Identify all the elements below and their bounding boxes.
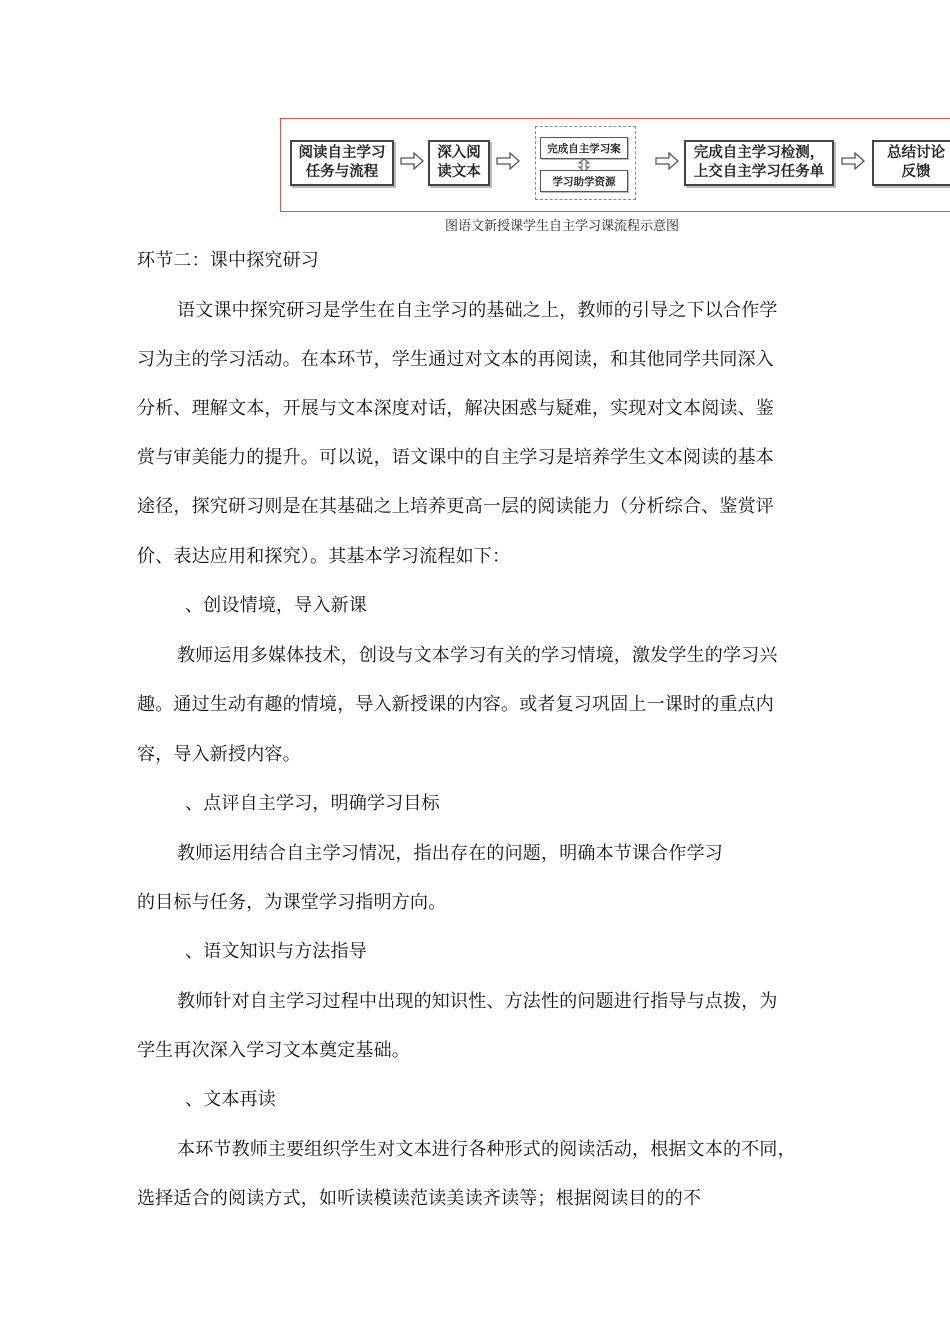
paragraph-line: 教师运用结合自主学习情况，指出存在的问题，明确本节课合作学习 (177, 843, 723, 864)
subheading: 、点评自主学习，明确学习目标 (185, 793, 440, 814)
arrow-right-icon (400, 152, 424, 170)
flow-step-read-task: 阅读自主学习 任务与流程 (290, 140, 394, 186)
flow-step-submit: 完成自主学习检测， 上交自主学习任务单 (684, 140, 834, 186)
paragraph-line: 语文课中探究研习是学生在自主学习的基础之上，教师的引导之下以合作学 (177, 300, 778, 321)
flow-step-summary: 总结讨论 反馈 (872, 140, 950, 186)
paragraph-line: 教师运用多媒体技术，创设与文本学习有关的学习情境，激发学生的学习兴 (177, 645, 778, 666)
paragraph-line: 习为主的学习活动。在本环节，学生通过对文本的再阅读，和其他同学共同深入 (137, 349, 774, 370)
paragraph-line: 容，导入新授内容。 (137, 744, 301, 765)
paragraph-line: 价、表达应用和探究）。其基本学习流程如下： (137, 546, 511, 567)
paragraph-line: 选择适合的阅读方式，如听读模读范读美读齐读等；根据阅读目的的不 (137, 1188, 702, 1209)
flow-step-deep-read: 深入阅 读文本 (428, 140, 490, 186)
arrow-right-icon (655, 152, 679, 170)
subheading: 、创设情境，导入新课 (185, 595, 367, 616)
arrow-right-icon (496, 152, 520, 170)
section-heading: 环节二：课中探究研习 (137, 250, 319, 271)
paragraph-line: 途径，探究研习则是在其基础之上培养更高一层的阅读能力（分析综合、鉴赏评 (137, 496, 774, 517)
subheading: 、语文知识与方法指导 (185, 941, 367, 962)
paragraph-line: 本环节教师主要组织学生对文本进行各种形式的阅读活动，根据文本的不同， (177, 1139, 796, 1160)
arrow-right-icon (841, 152, 865, 170)
flow-step-resources: 学习助学资源 (540, 170, 628, 192)
paragraph-line: 的目标与任务，为课堂学习指明方向。 (137, 892, 447, 913)
paragraph-line: 分析、理解文本，开展与文本深度对话，解决困惑与疑难，实现对文本阅读、鉴 (137, 398, 774, 419)
paragraph-line: 赏与审美能力的提升。可以说，语文课中的自主学习是培养学生文本阅读的基本 (137, 447, 774, 468)
flow-step-complete-case: 完成自主学习案 (540, 137, 628, 159)
paragraph-line: 学生再次深入学习文本奠定基础。 (137, 1040, 410, 1061)
figure-caption: 图语文新授课学生自主学习课流程示意图 (445, 219, 680, 234)
paragraph-line: 趣。通过生动有趣的情境，导入新授课的内容。或者复习巩固上一课时的重点内 (137, 694, 774, 715)
paragraph-line: 教师针对自主学习过程中出现的知识性、方法性的问题进行指导与点拨，为 (177, 991, 778, 1012)
subheading: 、文本再读 (185, 1089, 276, 1110)
